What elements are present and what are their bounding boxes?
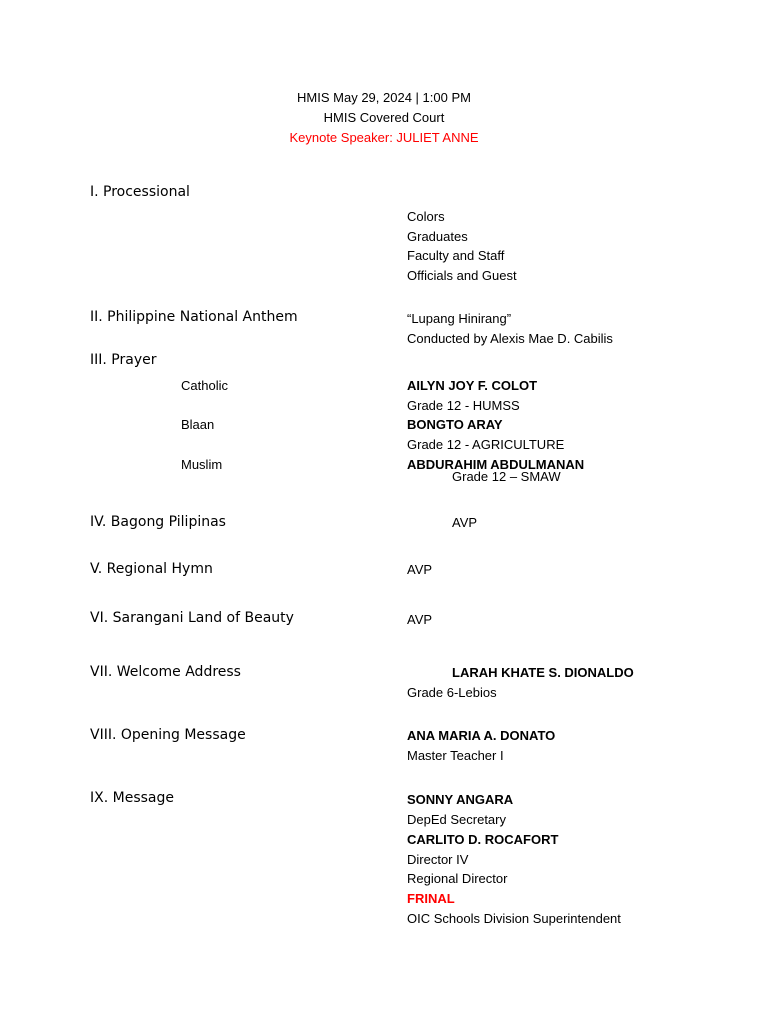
- prayer-leader-detail: Grade 12 - HUMSS: [407, 398, 520, 413]
- event-venue-line: HMIS Covered Court: [323, 110, 445, 125]
- processional-item: Officials and Guest: [407, 268, 517, 283]
- processional-item: Graduates: [407, 229, 468, 244]
- message-speaker-role: Director IV: [407, 852, 469, 867]
- bagong-pilipinas-value: AVP: [452, 515, 478, 530]
- section-opening-title: VIII. Opening Message: [90, 727, 246, 743]
- section-regional-hymn-title: V. Regional Hymn: [90, 561, 213, 577]
- anthem-song: “Lupang Hinirang”: [407, 311, 512, 326]
- message-speaker-role: DepEd Secretary: [407, 812, 506, 827]
- keynote-speaker-line: Keynote Speaker: JULIET ANNE: [289, 130, 479, 145]
- message-speaker-name: SONNY ANGARA: [407, 792, 514, 807]
- section-prayer-title: III. Prayer: [90, 352, 157, 368]
- processional-item: Faculty and Staff: [407, 248, 505, 263]
- prayer-faith: Catholic: [181, 378, 228, 393]
- message-speaker-role: Regional Director: [407, 871, 508, 886]
- section-sarangani-title: VI. Sarangani Land of Beauty: [90, 610, 294, 626]
- message-speaker-role: OIC Schools Division Superintendent: [407, 911, 621, 926]
- welcome-speaker-detail: Grade 6-Lebios: [407, 685, 497, 700]
- section-message-title: IX. Message: [90, 790, 174, 806]
- prayer-leader-name: BONGTO ARAY: [407, 417, 503, 432]
- section-anthem-title: II. Philippine National Anthem: [90, 309, 298, 325]
- event-date-line: HMIS May 29, 2024 | 1:00 PM: [297, 90, 471, 105]
- prayer-leader-name: ABDURAHIM ABDULMANAN: [407, 457, 585, 472]
- prayer-leader-detail: Grade 12 – SMAW: [452, 469, 561, 484]
- section-processional-title: I. Processional: [90, 184, 190, 200]
- opening-speaker-name: ANA MARIA A. DONATO: [407, 728, 556, 743]
- anthem-conductor: Conducted by Alexis Mae D. Cabilis: [407, 331, 613, 346]
- prayer-leader-detail: Grade 12 - AGRICULTURE: [407, 437, 565, 452]
- section-bagong-pilipinas-title: IV. Bagong Pilipinas: [90, 514, 226, 530]
- message-speaker-name: CARLITO D. ROCAFORT: [407, 832, 559, 847]
- sarangani-value: AVP: [407, 612, 433, 627]
- section-welcome-title: VII. Welcome Address: [90, 664, 241, 680]
- prayer-faith: Muslim: [181, 457, 223, 472]
- message-speaker-name: FRINAL: [407, 891, 455, 906]
- regional-hymn-value: AVP: [407, 562, 433, 577]
- welcome-speaker-name: LARAH KHATE S. DIONALDO: [452, 665, 634, 680]
- prayer-leader-name: AILYN JOY F. COLOT: [407, 378, 538, 393]
- processional-item: Colors: [407, 209, 445, 224]
- prayer-faith: Blaan: [181, 417, 215, 432]
- opening-speaker-detail: Master Teacher I: [407, 748, 504, 763]
